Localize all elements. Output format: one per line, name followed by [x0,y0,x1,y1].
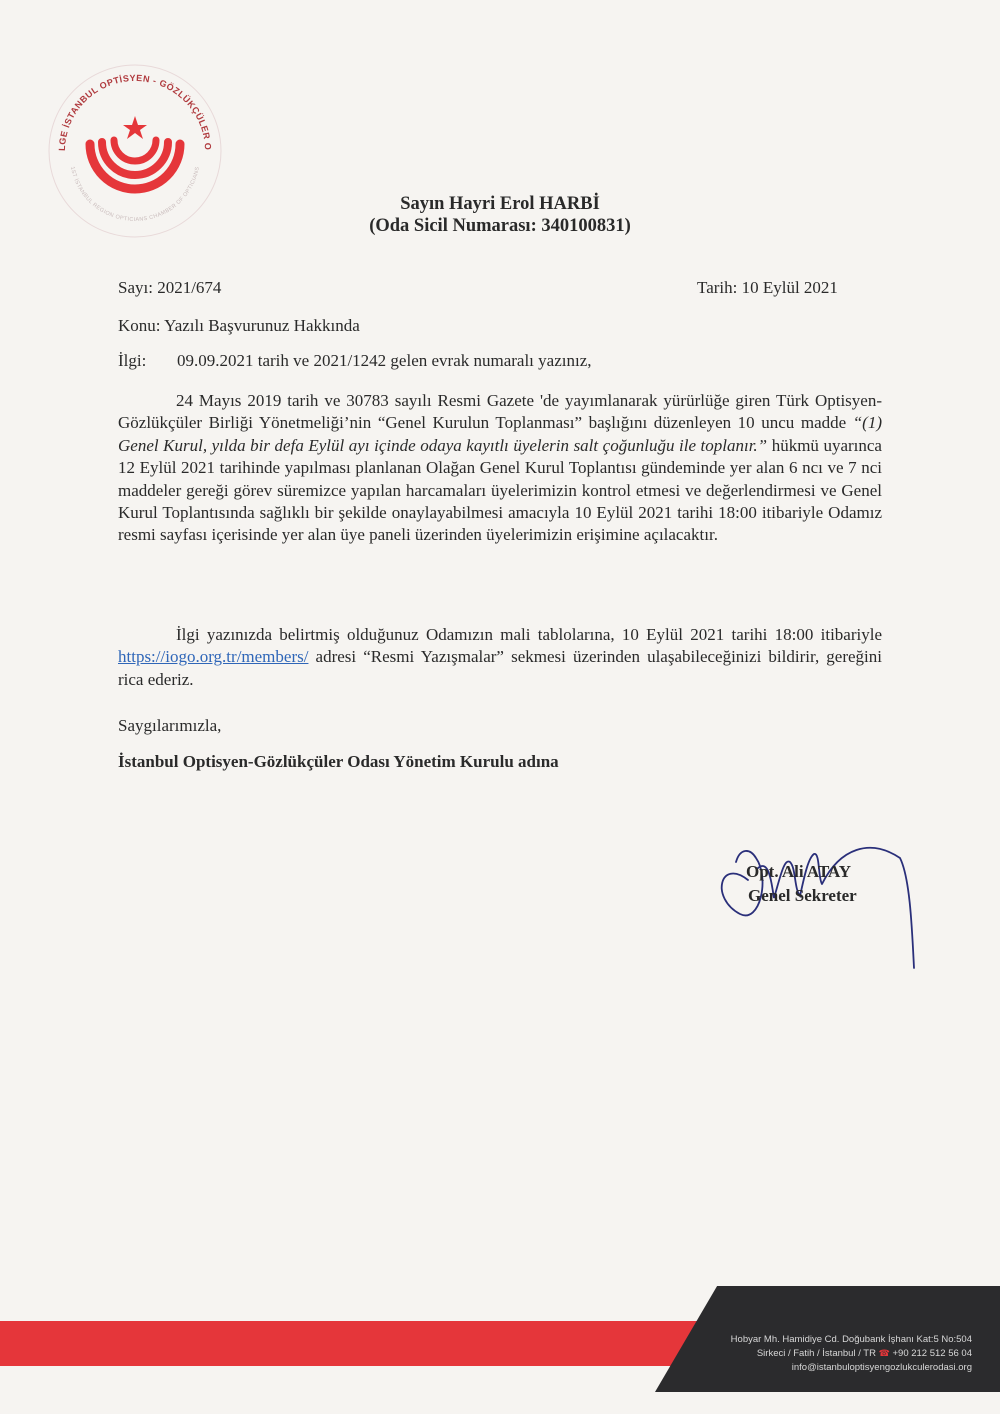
regulation-quote: “(1) Genel Kurul, yılda bir defa Eylül ayı içinde odaya kayıtlı üyelerin salt çoğunluğu ile toplanır.” [118,413,882,455]
members-link[interactable]: https://iogo.org.tr/members/ [118,647,309,667]
document-number: Sayı: 2021/674 [118,278,222,297]
para1-text-a: 24 Mayıs 2019 tarih ve 30783 sayılı Resmi Gazete 'de yayımlanarak yürürlüğe giren Türk Optisyen-Gözlükçüler Birliği Yönetmeliği’nin “Genel Kurulun Toplanması” başlığını düzenleyen 10 uncu madde [118,391,882,433]
closing-greeting: Saygılarımızla, [118,716,222,735]
svg-text:1ST İSTANBUL REGION OPTICIANS: 1ST İSTANBUL REGION OPTICIANS CHAMBER OF OPTICIANS [68,166,202,224]
reference-text: 09.09.2021 tarih ve 2021/1242 gelen evrak numaralı yazınız, [177,351,592,370]
footer-phone: +90 212 512 56 04 [892,1348,972,1359]
phone-icon: ☎ [878,1348,890,1358]
para2-text-b: adresi “Resmi Yazışmalar” sekmesi üzerinden ulaşabileceğinizi bildirir, gereğini rica ederiz. [118,647,882,689]
body-paragraph-2 [118,624,882,691]
footer-address-line-1: Hobyar Mh. Hamidiye Cd. Doğubank İşhanı Kat:5 No:504 [730,1334,972,1345]
para1-text-b: hükmü uyarınca 12 Eylül 2021 tarihinde yapılması planlanan Olağan Genel Kurul Toplantısı gündeminde yer alan 6 ncı ve 7 nci maddeler gereği görev süremizce yapılan harcamaları üyelerimizin kontrol etmesi ve değerlendirmesi ve Genel Kurul Toplantısında sağlıklı bir şekilde onaylayabilmesi amacıyla 10 Eylül 2021 tarihi 18:00 itibariyle Odamız resmi sayfası içerisinde yer alan üye paneli üzerinden üyelerimizin erişimine açılacaktır. [118,435,882,545]
body-paragraph-1 [118,390,882,547]
signatory-title: Genel Sekreter [748,886,857,905]
footer-city: Sirkeci / Fatih / İstanbul / TR [756,1348,876,1359]
closing-organization: İstanbul Optisyen-Gözlükçüler Odası Yönetim Kurulu adına [118,752,559,771]
subject-line: Konu: Yazılı Başvurunuz Hakkında [118,316,360,335]
footer-red-band [0,1321,720,1366]
recipient-name: Sayın Hayri Erol HARBİ [400,194,600,214]
footer-address-line-2 [757,1348,972,1359]
signatory-name: Opt. Ali ATAY [746,862,852,881]
para2-text-a: İlgi yazınızda belirtmiş olduğunuz Odamızın mali tablolarına, 10 Eylül 2021 tarihi 18:00 itibariyle [176,625,882,644]
document-date: Tarih: 10 Eylül 2021 [697,278,838,297]
svg-text:1.BÖLGE İSTANBUL OPTİSYEN - GÖ: LGE İSTANBUL OPTİSYEN - GÖZLÜKÇÜLER O [56,72,214,152]
recipient-registration: (Oda Sicil Numarası: 340100831) [369,216,631,236]
footer-email: info@istanbuloptisyengozlukculerodasi.org [791,1362,972,1373]
reference-label: İlgi: [118,351,147,370]
